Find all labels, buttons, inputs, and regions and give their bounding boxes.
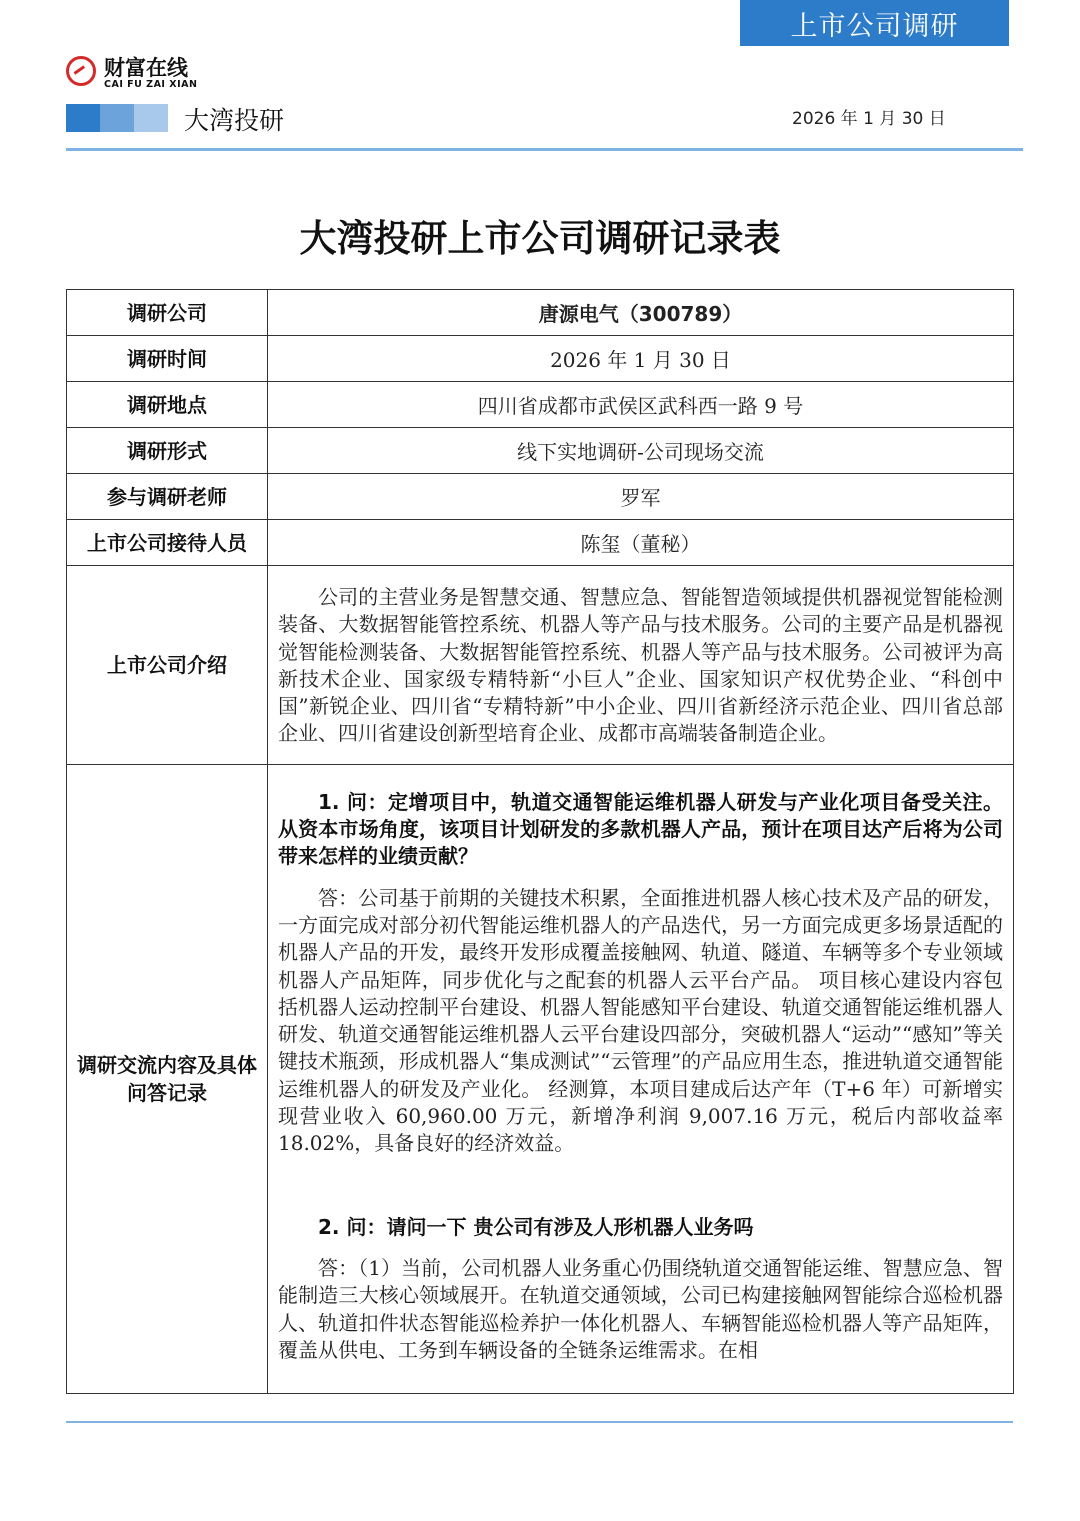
logo bbox=[66, 52, 236, 92]
table-row bbox=[67, 428, 1014, 474]
table-row bbox=[67, 290, 1014, 336]
brand-name: 大湾投研 bbox=[184, 106, 285, 135]
intro-label: 上市公司介绍 bbox=[67, 566, 268, 765]
answer-2: 答：（1）当前，公司机器人业务重心仍围绕轨道交通智能运维、智慧应急、智能制造三大核心领域展开。在轨道交通领域，公司已构建接触网智能综合巡检机器人、轨道扣件状态智能巡检养护一体化机器人、车辆智能巡检机器人等产品矩阵，覆盖从供电、工务到车辆设备的全链条运维需求。在相 bbox=[278, 1255, 1003, 1362]
table-row bbox=[67, 566, 1014, 765]
receiver-value: 陈玺（董秘） bbox=[268, 520, 1014, 566]
format-value: 线下实地调研-公司现场交流 bbox=[268, 428, 1014, 474]
report-type-banner: 上市公司调研 bbox=[740, 0, 1009, 46]
company-label: 调研公司 bbox=[67, 290, 268, 336]
table-row bbox=[67, 474, 1014, 520]
logo-pinyin: CAI FU ZAI XIAN bbox=[104, 79, 198, 90]
table-row bbox=[67, 382, 1014, 428]
table-row bbox=[67, 336, 1014, 382]
intro-cell bbox=[268, 566, 1014, 765]
answer-1: 答：公司基于前期的关键技术积累，全面推进机器人核心技术及产品的研发，一方面完成对部分初代智能运维机器人的产品迭代，另一方面完成更多场景适配的机器人产品的开发，最终开发形成覆盖接触网、轨道、隧道、车辆等多个专业领域机器人产品矩阵，同步优化与之配套的机器人云平台产品。 项目核心建设内容包括机器人运动控制平台建设、机器人智能感知平台建设、轨道交通智能运维机器人研发、轨道交通智能运维机器人云平台建设四部分，突破机器人“运动”“感知”等关键技术瓶颈，形成机器人“集成测试”“云管理”的产品应用生态，推进轨道交通智能运维机器人的研发及产业化。 经测算，本项目建成后达产年（T+6 年）可新增实现营业收入 60,960.00 万元，新增净利润 9,007.16 万元，税后内部收益率 18.02%，具备良好的经济效益。 bbox=[278, 885, 1003, 1156]
qa-label: 调研交流内容及具体问答记录 bbox=[67, 764, 268, 1393]
table-row bbox=[67, 764, 1014, 1393]
research-record-table bbox=[66, 289, 1014, 1394]
analyst-label: 参与调研老师 bbox=[67, 474, 268, 520]
time-label: 调研时间 bbox=[67, 336, 268, 382]
logo-arrow-icon bbox=[66, 56, 96, 86]
footer-divider bbox=[66, 1421, 1013, 1423]
time-value: 2026 年 1 月 30 日 bbox=[268, 336, 1014, 382]
logo-name: 财富在线 bbox=[104, 56, 188, 80]
qa-cell bbox=[268, 764, 1014, 1393]
table-row bbox=[67, 520, 1014, 566]
company-value: 唐源电气（300789） bbox=[268, 290, 1014, 336]
question-2: 2. 问：请问一下 贵公司有涉及人形机器人业务吗 bbox=[318, 1214, 754, 1239]
header-divider bbox=[66, 148, 1023, 151]
report-date: 2026 年 1 月 30 日 bbox=[792, 109, 946, 129]
question-1: 1. 问：定增项目中，轨道交通智能运维机器人研发与产业化项目备受关注。从资本市场角度，该项目计划研发的多款机器人产品，预计在项目达产后将为公司带来怎样的业绩贡献？ bbox=[278, 789, 1003, 869]
location-value: 四川省成都市武侯区武科西一路 9 号 bbox=[268, 382, 1014, 428]
receiver-label: 上市公司接待人员 bbox=[67, 520, 268, 566]
format-label: 调研形式 bbox=[67, 428, 268, 474]
document-title: 大湾投研上市公司调研记录表 bbox=[299, 217, 781, 260]
analyst-value: 罗军 bbox=[268, 474, 1014, 520]
location-label: 调研地点 bbox=[67, 382, 268, 428]
intro-text: 公司的主营业务是智慧交通、智慧应急、智能智造领域提供机器视觉智能检测装备、大数据智能管控系统、机器人等产品与技术服务。公司的主要产品是机器视觉智能检测装备、大数据智能管控系统、机器人等产品与技术服务。公司被评为高新技术企业、国家级专精特新“小巨人”企业、国家知识产权优势企业、“科创中国”新锐企业、四川省“专精特新”中小企业、四川省新经济示范企业、四川省总部企业、四川省建设创新型培育企业、成都市高端装备制造企业。 bbox=[278, 585, 1003, 746]
